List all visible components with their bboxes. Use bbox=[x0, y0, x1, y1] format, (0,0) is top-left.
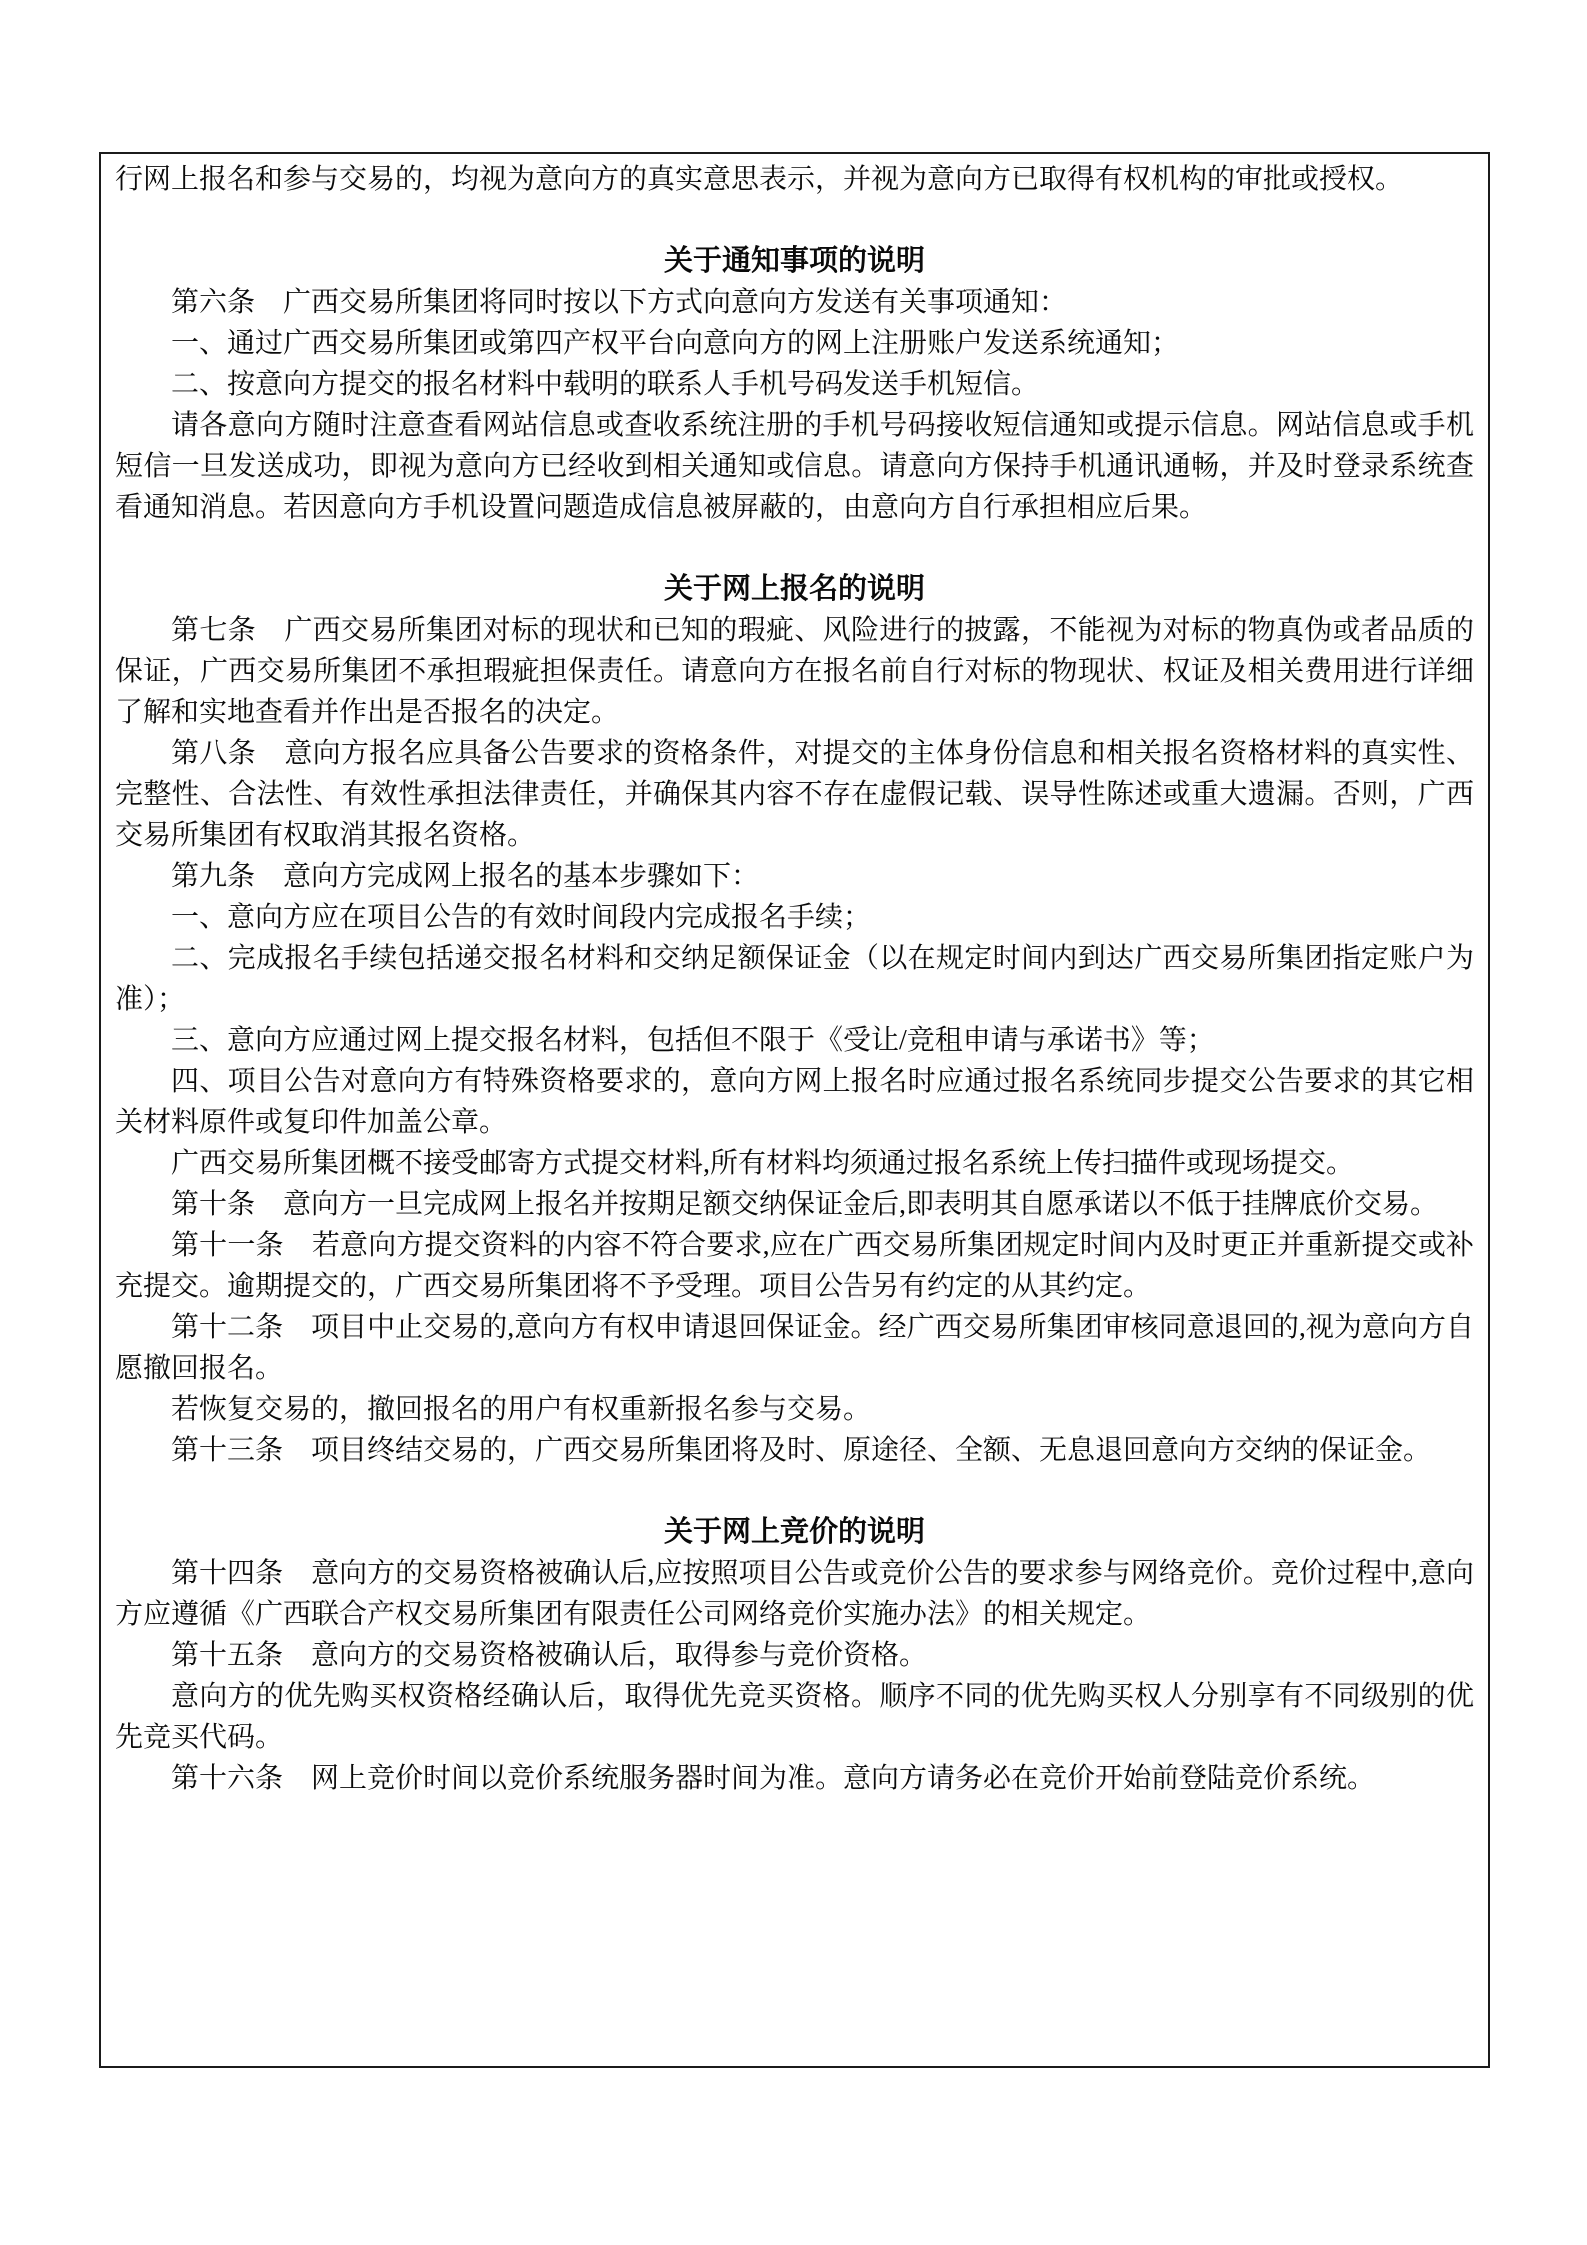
paragraph: 第十一条 若意向方提交资料的内容不符合要求,应在广西交易所集团规定时间内及时更正并重新提交或补充提交。逾期提交的，广西交易所集团将不予受理。项目公告另有约定的从其约定。 bbox=[115, 1230, 1474, 1302]
paragraph: 第六条 广西交易所集团将同时按以下方式向意向方发送有关事项通知： bbox=[171, 287, 1068, 318]
paragraph: 二、完成报名手续包括递交报名材料和交纳足额保证金（以在规定时间内到达广西交易所集团指定账户为准）； bbox=[115, 943, 1474, 1015]
paragraph: 第九条 意向方完成网上报名的基本步骤如下： bbox=[171, 861, 760, 892]
paragraph: 第八条 意向方报名应具备公告要求的资格条件，对提交的主体身份信息和相关报名资格材料的真实性、完整性、合法性、有效性承担法律责任，并确保其内容不存在虚假记载、误导性陈述或重大遗漏。否则，广西交易所集团有权取消其报名资格。 bbox=[115, 738, 1474, 851]
paragraph: 一、通过广西交易所集团或第四产权平台向意向方的网上注册账户发送系统通知； bbox=[171, 328, 1180, 359]
paragraph: 第十五条 意向方的交易资格被确认后，取得参与竞价资格。 bbox=[171, 1640, 928, 1671]
paragraph: 若恢复交易的，撤回报名的用户有权重新报名参与交易。 bbox=[171, 1394, 872, 1425]
paragraph: 请各意向方随时注意查看网站信息或查收系统注册的手机号码接收短信通知或提示信息。网站信息或手机短信一旦发送成功，即视为意向方已经收到相关通知或信息。请意向方保持手机通讯通畅，并及时登录系统查看通知消息。若因意向方手机设置问题造成信息被屏蔽的，由意向方自行承担相应后果。 bbox=[115, 410, 1474, 523]
paragraph: 四、项目公告对意向方有特殊资格要求的，意向方网上报名时应通过报名系统同步提交公告要求的其它相关材料原件或复印件加盖公章。 bbox=[115, 1066, 1474, 1138]
paragraph: 一、意向方应在项目公告的有效时间段内完成报名手续； bbox=[171, 902, 872, 933]
section-heading: 关于网上竞价的说明 bbox=[663, 1516, 925, 1548]
paragraph: 三、意向方应通过网上提交报名材料，包括但不限于《受让/竞租申请与承诺书》等； bbox=[171, 1025, 1215, 1056]
section-heading: 关于网上报名的说明 bbox=[663, 573, 925, 605]
paragraph: 行网上报名和参与交易的，均视为意向方的真实意思表示，并视为意向方已取得有权机构的审批或授权。 bbox=[115, 164, 1404, 195]
paragraph: 广西交易所集团概不接受邮寄方式提交材料,所有材料均须通过报名系统上传扫描件或现场提交。 bbox=[171, 1148, 1355, 1179]
paragraph: 第十三条 项目终结交易的，广西交易所集团将及时、原途径、全额、无息退回意向方交纳的保证金。 bbox=[171, 1435, 1432, 1466]
paragraph: 第十条 意向方一旦完成网上报名并按期足额交纳保证金后,即表明其自愿承诺以不低于挂牌底价交易。 bbox=[171, 1189, 1439, 1220]
document-cell-border bbox=[99, 152, 1490, 2068]
paragraph: 二、按意向方提交的报名材料中载明的联系人手机号码发送手机短信。 bbox=[171, 369, 1040, 400]
paragraph: 第十四条 意向方的交易资格被确认后,应按照项目公告或竞价公告的要求参与网络竞价。竞价过程中,意向方应遵循《广西联合产权交易所集团有限责任公司网络竞价实施办法》的相关规定。 bbox=[115, 1558, 1474, 1630]
paragraph: 第十六条 网上竞价时间以竞价系统服务器时间为准。意向方请务必在竞价开始前登陆竞价系统。 bbox=[171, 1763, 1376, 1794]
paragraph: 第七条 广西交易所集团对标的现状和已知的瑕疵、风险进行的披露，不能视为对标的物真伪或者品质的保证，广西交易所集团不承担瑕疵担保责任。请意向方在报名前自行对标的物现状、权证及相关费用进行详细了解和实地查看并作出是否报名的决定。 bbox=[115, 615, 1474, 728]
paragraph: 第十二条 项目中止交易的,意向方有权申请退回保证金。经广西交易所集团审核同意退回的,视为意向方自愿撤回报名。 bbox=[115, 1312, 1474, 1384]
paragraph: 意向方的优先购买权资格经确认后，取得优先竞买资格。顺序不同的优先购买权人分别享有不同级别的优先竞买代码。 bbox=[115, 1681, 1474, 1753]
section-heading: 关于通知事项的说明 bbox=[663, 245, 925, 277]
